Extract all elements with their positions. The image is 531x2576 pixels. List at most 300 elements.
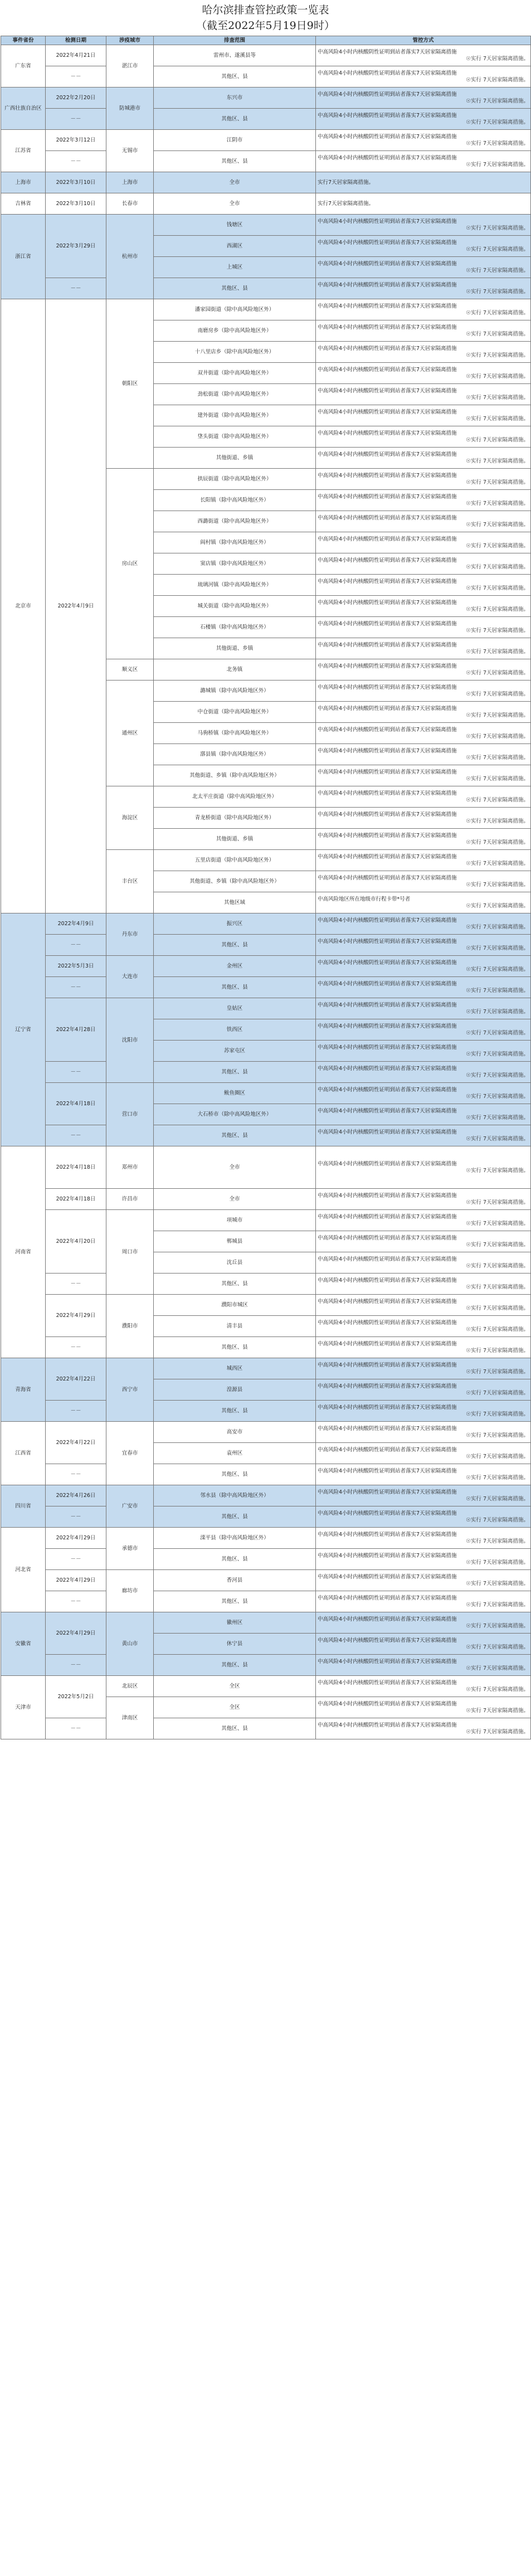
control-note: ☉实行 7天居家隔离措施。: [466, 1241, 529, 1248]
control-note: ☉实行 7天居家隔离措施。: [466, 1072, 529, 1078]
area-cell: 其他区、县: [154, 109, 316, 130]
control-cell: [316, 617, 531, 638]
control-text: 中高风险4小时内核酸阴性证明到站者落实7天居家隔离措施: [318, 1658, 457, 1665]
table-row: [1, 935, 531, 956]
area-cell: 其他区、县: [154, 151, 316, 172]
control-cell: [316, 1634, 531, 1655]
control-cell: [316, 511, 531, 532]
control-text: 中高风险4小时内核酸阴性证明到站者落实7天居家隔离措施: [318, 620, 457, 627]
control-text: 中高风险4小时内核酸阴性证明到站者落实7天居家隔离措施: [318, 536, 457, 542]
control-note: ☉实行 7天居家隔离措施。: [466, 1644, 529, 1650]
area-cell: 全区: [154, 1697, 316, 1718]
city-cell: 沈阳市: [106, 998, 154, 1083]
city-cell: 通州区: [106, 681, 154, 786]
control-cell: [316, 1019, 531, 1041]
control-cell: [316, 1549, 531, 1570]
control-text: 中高风险4小时内核酸阴性证明到站者落实7天居家隔离措施: [318, 1277, 457, 1284]
province-cell: 广西壮族自治区: [1, 88, 46, 130]
control-cell: [316, 1337, 531, 1358]
control-cell: [316, 448, 531, 469]
area-cell: 休宁县: [154, 1634, 316, 1655]
table-row: [1, 977, 531, 998]
date-cell: －－: [46, 977, 106, 998]
title-line-2: （截至2022年5月19日9时）: [196, 20, 335, 32]
city-cell: 上海市: [106, 172, 154, 193]
control-note: ☉实行 7天居家隔离措施。: [466, 479, 529, 485]
area-cell: 窦店镇（除中高风险地区外）: [154, 553, 316, 575]
table-row: [1, 1570, 531, 1591]
date-cell: －－: [46, 278, 106, 299]
area-cell: 其他区、县: [154, 1506, 316, 1528]
table-row: [1, 1062, 531, 1083]
table-row: [1, 1422, 531, 1443]
control-cell: [316, 172, 531, 193]
area-cell: 其他区、县: [154, 977, 316, 998]
control-text: 中高风险4小时内核酸阴性证明到站者落实7天居家隔离措施: [318, 1510, 457, 1517]
control-cell: [316, 1252, 531, 1274]
area-cell: 垡头街道（除中高风险地区外）: [154, 426, 316, 448]
control-text: 中高风险4小时内核酸阴性证明到站者落实7天居家隔离措施: [318, 1425, 457, 1432]
area-cell: 高安市: [154, 1422, 316, 1443]
area-cell: 十八里店乡（除中高风险地区外）: [154, 342, 316, 363]
date-cell: 2022年4月18日: [46, 1189, 106, 1210]
control-note: ☉实行 7天居家隔离措施。: [466, 987, 529, 994]
control-cell: [316, 532, 531, 553]
city-cell: 营口市: [106, 1083, 154, 1146]
control-text: 中高风险4小时内核酸阴性证明到站者落实7天居家隔离措施: [318, 1044, 457, 1051]
control-note: ☉实行 7天居家隔离措施。: [466, 1495, 529, 1502]
date-cell: －－: [46, 1655, 106, 1676]
area-cell: 徽州区: [154, 1612, 316, 1634]
control-note: ☉实行 7天居家隔离措施。: [466, 1707, 529, 1714]
control-cell: [316, 723, 531, 744]
city-cell: 丹东市: [106, 913, 154, 956]
control-text: 中高风险4小时内核酸阴性证明到站者落实7天居家隔离措施: [318, 324, 457, 330]
area-cell: 潘家园街道（除中高风险地区外）: [154, 299, 316, 320]
control-note: ☉实行 7天居家隔离措施。: [466, 1167, 529, 1174]
province-cell: 江苏省: [1, 130, 46, 172]
date-cell: 2022年3月12日: [46, 130, 106, 151]
area-cell: 其他区、县: [154, 1718, 316, 1739]
area-cell: 双井街道（除中高风险地区外）: [154, 363, 316, 384]
area-cell: 振兴区: [154, 913, 316, 935]
control-note: ☉实行 7天居家隔离措施。: [466, 394, 529, 401]
area-cell: 琉璃河镇（除中高风险地区外）: [154, 575, 316, 596]
control-note: ☉实行 7天居家隔离措施。: [466, 1622, 529, 1629]
control-text: 实行7天居家隔离措施。: [318, 179, 374, 186]
control-note: ☉实行 7天居家隔离措施。: [466, 1114, 529, 1121]
table-row: [1, 66, 531, 88]
control-text: 中高风险4小时内核酸阴性证明到站者落实7天居家隔离措施: [318, 578, 457, 585]
area-cell: 南磨房乡（除中高风险地区外）: [154, 320, 316, 342]
control-text: 中高风险4小时内核酸阴性证明到站者落实7天居家隔离措施: [318, 1002, 457, 1008]
control-note: ☉实行 7天居家隔离措施。: [466, 924, 529, 930]
city-cell: 湛江市: [106, 45, 154, 88]
policy-table: [1, 36, 531, 1739]
control-note: ☉实行 7天居家隔离措施。: [466, 1453, 529, 1460]
area-cell: 全市: [154, 172, 316, 193]
control-cell: [316, 1506, 531, 1528]
control-cell: [316, 575, 531, 596]
control-cell: [316, 1295, 531, 1316]
control-note: ☉实行 7天居家隔离措施。: [466, 76, 529, 83]
date-cell: －－: [46, 1506, 106, 1528]
control-text: 中高风险4小时内核酸阴性证明到站者落实7天居家隔离措施: [318, 1213, 457, 1220]
table-row: [1, 151, 531, 172]
control-note: ☉实行 7天居家隔离措施。: [466, 267, 529, 274]
control-cell: [316, 236, 531, 257]
area-cell: 其他街道、乡镇: [154, 638, 316, 659]
table-row: [1, 1358, 531, 1379]
control-note: ☉实行 7天居家隔离措施。: [466, 839, 529, 845]
table-row: [1, 1189, 531, 1210]
control-cell: [316, 681, 531, 702]
area-cell: 其他街道、乡镇: [154, 448, 316, 469]
control-text: 中高风险4小时内核酸阴性证明到站者落实7天居家隔离措施: [318, 260, 457, 267]
control-cell: [316, 1422, 531, 1443]
control-cell: [316, 363, 531, 384]
area-cell: 其他区、县: [154, 1549, 316, 1570]
control-note: ☉实行 7天居家隔离措施。: [466, 309, 529, 316]
date-cell: －－: [46, 1274, 106, 1295]
control-text: 中高风险4小时内核酸阴性证明到站者落实7天居家隔离措施: [318, 1489, 457, 1495]
area-cell: 香河县: [154, 1570, 316, 1591]
table-row: [1, 45, 531, 66]
control-note: ☉实行 7天居家隔离措施。: [466, 542, 529, 549]
control-text: 中高风险4小时内核酸阴性证明到站者落实7天居家隔离措施: [318, 980, 457, 987]
control-cell: [316, 1189, 531, 1210]
table-row: [1, 278, 531, 299]
province-cell: 江西省: [1, 1422, 46, 1485]
province-cell: 辽宁省: [1, 913, 46, 1146]
control-note: ☉实行 7天居家隔离措施。: [466, 1347, 529, 1354]
table-header-row: [1, 36, 531, 45]
control-text: 中高风险4小时内核酸阴性证明到站者落实7天居家隔离措施: [318, 1467, 457, 1474]
area-cell: 其他区、县: [154, 1274, 316, 1295]
area-cell: 鲅鱼圈区: [154, 1083, 316, 1104]
control-text: 中高风险4小时内核酸阴性证明到站者落实7天居家隔离措施: [318, 1298, 457, 1305]
area-cell: 清丰县: [154, 1316, 316, 1337]
control-note: ☉实行 7天居家隔离措施。: [466, 521, 529, 528]
control-text: 中高风险4小时内核酸阴性证明到站者落实7天居家隔离措施: [318, 917, 457, 924]
area-cell: 湟源县: [154, 1379, 316, 1401]
control-note: ☉实行 7天居家隔离措施。: [466, 1559, 529, 1566]
control-cell: [316, 109, 531, 130]
control-cell: [316, 88, 531, 109]
control-text: 中高风险4小时内核酸阴性证明到站者落实7天居家隔离措施: [318, 599, 457, 606]
city-cell: 杭州市: [106, 215, 154, 299]
control-cell: [316, 850, 531, 871]
area-cell: 城关街道（除中高风险地区外）: [154, 596, 316, 617]
date-cell: 2022年4月26日: [46, 1485, 106, 1506]
area-cell: 潞城镇（除中高风险地区外）: [154, 681, 316, 702]
table-row: [1, 215, 531, 236]
control-cell: [316, 1443, 531, 1464]
control-cell: [316, 1655, 531, 1676]
control-note: ☉实行 7天居家隔离措施。: [466, 458, 529, 464]
control-text: 中高风险4小时内核酸阴性证明到站者落实7天居家隔离措施: [318, 218, 457, 225]
control-note: ☉实行 7天居家隔离措施。: [466, 1326, 529, 1333]
city-cell: 海淀区: [106, 786, 154, 850]
city-cell: 长春市: [106, 193, 154, 215]
control-note: ☉实行 7天居家隔离措施。: [466, 1093, 529, 1100]
control-text: 中高风险4小时内核酸阴性证明到站者落实7天居家隔离措施: [318, 48, 457, 55]
control-note: ☉实行 7天居家隔离措施。: [466, 902, 529, 909]
control-note: ☉实行 7天居家隔离措施。: [466, 225, 529, 231]
control-text: 中高风险4小时内核酸阴性证明到站者落实7天居家隔离措施: [318, 366, 457, 373]
control-cell: [316, 1125, 531, 1146]
province-cell: 河北省: [1, 1528, 46, 1612]
table-row: [1, 1549, 531, 1570]
control-cell: [316, 1210, 531, 1231]
province-cell: 四川省: [1, 1485, 46, 1528]
control-text: 中高风险4小时内核酸阴性证明到站者落实7天居家隔离措施: [318, 853, 457, 860]
control-note: ☉实行 7天居家隔离措施。: [466, 415, 529, 422]
area-cell: 西潞街道（除中高风险地区外）: [154, 511, 316, 532]
table-row: [1, 299, 531, 320]
date-cell: －－: [46, 1337, 106, 1358]
control-text: 中高风险4小时内核酸阴性证明到站者落实7天居家隔离措施: [318, 1531, 457, 1538]
control-text: 中高风险4小时内核酸阴性证明到站者落实7天居家隔离措施: [318, 790, 457, 796]
control-text: 中高风险地区所在地级市行程卡带*号者: [318, 896, 411, 902]
control-note: ☉实行 7天居家隔离措施。: [466, 288, 529, 295]
area-cell: 其他区、县: [154, 1125, 316, 1146]
control-text: 中高风险4小时内核酸阴性证明到站者落实7天居家隔离措施: [318, 1065, 457, 1072]
date-cell: 2022年5月3日: [46, 956, 106, 977]
control-text: 中高风险4小时内核酸阴性证明到站者落实7天居家隔离措施: [318, 133, 457, 140]
control-text: 中高风险4小时内核酸阴性证明到站者落实7天居家隔离措施: [318, 91, 457, 98]
control-note: ☉实行 7天居家隔离措施。: [466, 796, 529, 803]
table-row: [1, 1528, 531, 1549]
city-cell: 防城港市: [106, 88, 154, 130]
control-text: 中高风险4小时内核酸阴性证明到站者落实7天居家隔离措施: [318, 1340, 457, 1347]
control-text: 中高风险4小时内核酸阴性证明到站者落实7天居家隔离措施: [318, 959, 457, 966]
date-cell: －－: [46, 66, 106, 88]
control-cell: [316, 1570, 531, 1591]
control-note: ☉实行 7天居家隔离措施。: [466, 1029, 529, 1036]
control-cell: [316, 998, 531, 1019]
control-note: ☉实行 7天居家隔离措施。: [466, 712, 529, 718]
city-cell: 承德市: [106, 1528, 154, 1570]
date-cell: 2022年4月28日: [46, 998, 106, 1062]
table-row: [1, 88, 531, 109]
control-note: ☉实行 7天居家隔离措施。: [466, 1517, 529, 1523]
control-cell: [316, 215, 531, 236]
control-text: 中高风险4小时内核酸阴性证明到站者落实7天居家隔离措施: [318, 832, 457, 839]
control-text: 中高风险4小时内核酸阴性证明到站者落实7天居家隔离措施: [318, 1679, 457, 1686]
city-cell: 廊坊市: [106, 1570, 154, 1612]
area-cell: 邻水县（除中高风险地区外）: [154, 1485, 316, 1506]
table-row: [1, 1274, 531, 1295]
area-cell: 城西区: [154, 1358, 316, 1379]
date-cell: 2022年4月9日: [46, 299, 106, 913]
table-row: [1, 1506, 531, 1528]
control-note: ☉实行 7天居家隔离措施。: [466, 1305, 529, 1311]
control-text: 中高风险4小时内核酸阴性证明到站者落实7天居家隔离措施: [318, 112, 457, 119]
control-text: 中高风险4小时内核酸阴性证明到站者落实7天居家隔离措施: [318, 303, 457, 309]
city-cell: 朝阳区: [106, 299, 154, 469]
area-cell: 袁州区: [154, 1443, 316, 1464]
date-cell: 2022年3月10日: [46, 172, 106, 193]
date-cell: 2022年4月22日: [46, 1358, 106, 1401]
city-cell: 大连市: [106, 956, 154, 998]
control-cell: [316, 659, 531, 681]
date-cell: 2022年5月2日: [46, 1676, 106, 1718]
city-cell: 津南区: [106, 1697, 154, 1739]
table-row: [1, 109, 531, 130]
table-row: [1, 956, 531, 977]
date-cell: －－: [46, 1549, 106, 1570]
date-cell: 2022年2月20日: [46, 88, 106, 109]
control-cell: [316, 1401, 531, 1422]
control-text: 中高风险4小时内核酸阴性证明到站者落实7天居家隔离措施: [318, 1234, 457, 1241]
area-cell: 全市: [154, 1146, 316, 1189]
control-cell: [316, 829, 531, 850]
date-cell: －－: [46, 109, 106, 130]
control-text: 中高风险4小时内核酸阴性证明到站者落实7天居家隔离措施: [318, 1256, 457, 1262]
area-cell: 大石桥市（除中高风险地区外）: [154, 1104, 316, 1125]
area-cell: 钱塘区: [154, 215, 316, 236]
area-cell: 全区: [154, 1676, 316, 1697]
control-note: ☉实行 7天居家隔离措施。: [466, 1389, 529, 1396]
control-cell: [316, 490, 531, 511]
header-control: 管控方式: [316, 36, 531, 45]
control-text: 中高风险4小时内核酸阴性证明到站者落实7天居家隔离措施: [318, 557, 457, 563]
control-text: 中高风险4小时内核酸阴性证明到站者落实7天居家隔离措施: [318, 1700, 457, 1707]
table-row: [1, 1485, 531, 1506]
control-cell: [316, 278, 531, 299]
control-cell: [316, 702, 531, 723]
control-note: ☉实行 7天居家隔离措施。: [466, 373, 529, 380]
control-text: 中高风险4小时内核酸阴性证明到站者落实7天居家隔离措施: [318, 747, 457, 754]
control-note: ☉实行 7天居家隔离措施。: [466, 627, 529, 634]
control-note: ☉实行 7天居家隔离措施。: [466, 1474, 529, 1481]
area-cell: 其他区、县: [154, 1655, 316, 1676]
control-cell: [316, 553, 531, 575]
date-cell: 2022年4月29日: [46, 1528, 106, 1549]
date-cell: 2022年4月22日: [46, 1422, 106, 1464]
control-cell: [316, 384, 531, 405]
header-area: 排查范围: [154, 36, 316, 45]
area-cell: 劲松街道（除中高风险地区外）: [154, 384, 316, 405]
area-cell: 其他街道、乡镇（除中高风险地区外）: [154, 871, 316, 892]
control-cell: [316, 977, 531, 998]
control-note: ☉实行 7天居家隔离措施。: [466, 436, 529, 443]
city-cell: 周口市: [106, 1210, 154, 1295]
area-cell: 建外街道（除中高风险地区外）: [154, 405, 316, 426]
control-note: ☉实行 7天居家隔离措施。: [466, 1686, 529, 1693]
area-cell: 金州区: [154, 956, 316, 977]
table-row: [1, 1676, 531, 1697]
date-cell: 2022年3月10日: [46, 193, 106, 215]
control-note: ☉实行 7天居家隔离措施。: [466, 860, 529, 867]
area-cell: 雷州市、遂溪县等: [154, 45, 316, 66]
control-cell: [316, 1358, 531, 1379]
control-cell: [316, 1697, 531, 1718]
table-row: [1, 1612, 531, 1634]
table-row: [1, 1295, 531, 1316]
area-cell: 阎村镇（除中高风险地区外）: [154, 532, 316, 553]
city-cell: 西宁市: [106, 1358, 154, 1422]
control-text: 中高风险4小时内核酸阴性证明到站者落实7天居家隔离措施: [318, 938, 457, 945]
control-cell: [316, 320, 531, 342]
area-cell: 其他区、县: [154, 1591, 316, 1612]
area-cell: 其他区、县: [154, 1401, 316, 1422]
control-note: ☉实行 7天居家隔离措施。: [466, 1601, 529, 1608]
control-note: ☉实行 7天居家隔离措施。: [466, 119, 529, 125]
city-cell: 丰台区: [106, 850, 154, 913]
date-cell: －－: [46, 1718, 106, 1739]
control-text: 中高风险4小时内核酸阴性证明到站者落实7天居家隔离措施: [318, 1192, 457, 1199]
control-text: 中高风险4小时内核酸阴性证明到站者落实7天居家隔离措施: [318, 345, 457, 352]
control-cell: [316, 1528, 531, 1549]
area-cell: 北太平庄街道（除中高风险地区外）: [154, 786, 316, 808]
table-row: [1, 130, 531, 151]
area-cell: 全市: [154, 1189, 316, 1210]
control-note: ☉实行 7天居家隔离措施。: [466, 691, 529, 697]
control-note: ☉实行 7天居家隔离措施。: [466, 1220, 529, 1227]
area-cell: 其他区域: [154, 892, 316, 913]
page-title: [0, 0, 531, 36]
control-note: ☉实行 7天居家隔离措施。: [466, 818, 529, 824]
area-cell: 沈丘县: [154, 1252, 316, 1274]
control-text: 中高风险4小时内核酸阴性证明到站者落实7天居家隔离措施: [318, 430, 457, 436]
control-note: ☉实行 7天居家隔离措施。: [466, 1284, 529, 1290]
city-cell: 广安市: [106, 1485, 154, 1528]
control-text: 中高风险4小时内核酸阴性证明到站者落实7天居家隔离措施: [318, 387, 457, 394]
control-cell: [316, 426, 531, 448]
control-note: ☉实行 7天居家隔离措施。: [466, 1135, 529, 1142]
control-text: 中高风险4小时内核酸阴性证明到站者落实7天居家隔离措施: [318, 874, 457, 881]
date-cell: 2022年4月20日: [46, 1210, 106, 1274]
control-text: 中高风险4小时内核酸阴性证明到站者落实7天居家隔离措施: [318, 239, 457, 246]
area-cell: 其他区、县: [154, 278, 316, 299]
area-cell: 铁西区: [154, 1019, 316, 1041]
area-cell: 漷县镇（除中高风险地区外）: [154, 744, 316, 765]
area-cell: 北务镇: [154, 659, 316, 681]
control-note: ☉实行 7天居家隔离措施。: [466, 669, 529, 676]
area-cell: 郸城县: [154, 1231, 316, 1252]
control-text: 中高风险4小时内核酸阴性证明到站者落实7天居家隔离措施: [318, 1129, 457, 1135]
control-cell: [316, 1485, 531, 1506]
control-cell: [316, 130, 531, 151]
table-row: [1, 913, 531, 935]
area-cell: 滦平县（除中高风险地区外）: [154, 1528, 316, 1549]
date-cell: －－: [46, 151, 106, 172]
control-cell: [316, 66, 531, 88]
date-cell: －－: [46, 1464, 106, 1485]
header-city: 涉疫城市: [106, 36, 154, 45]
control-text: 中高风险4小时内核酸阴性证明到站者落实7天居家隔离措施: [318, 769, 457, 775]
control-text: 中高风险4小时内核酸阴性证明到站者落实7天居家隔离措施: [318, 1319, 457, 1326]
area-cell: 苏家屯区: [154, 1041, 316, 1062]
table-row: [1, 1655, 531, 1676]
control-cell: [316, 45, 531, 66]
area-cell: 青龙桥街道（除中高风险地区外）: [154, 808, 316, 829]
control-text: 中高风险4小时内核酸阴性证明到站者落实7天居家隔离措施: [318, 514, 457, 521]
control-note: ☉实行 7天居家隔离措施。: [466, 1432, 529, 1438]
control-cell: [316, 596, 531, 617]
table-row: [1, 1401, 531, 1422]
control-cell: [316, 469, 531, 490]
control-text: 中高风险4小时内核酸阴性证明到站者落实7天居家隔离措施: [318, 641, 457, 648]
date-cell: 2022年4月9日: [46, 913, 106, 935]
city-cell: 无锡市: [106, 130, 154, 172]
control-cell: [316, 871, 531, 892]
control-text: 中高风险4小时内核酸阴性证明到站者落实7天居家隔离措施: [318, 811, 457, 818]
control-text: 中高风险4小时内核酸阴性证明到站者落实7天居家隔离措施: [318, 70, 457, 76]
control-note: ☉实行 7天居家隔离措施。: [466, 352, 529, 358]
